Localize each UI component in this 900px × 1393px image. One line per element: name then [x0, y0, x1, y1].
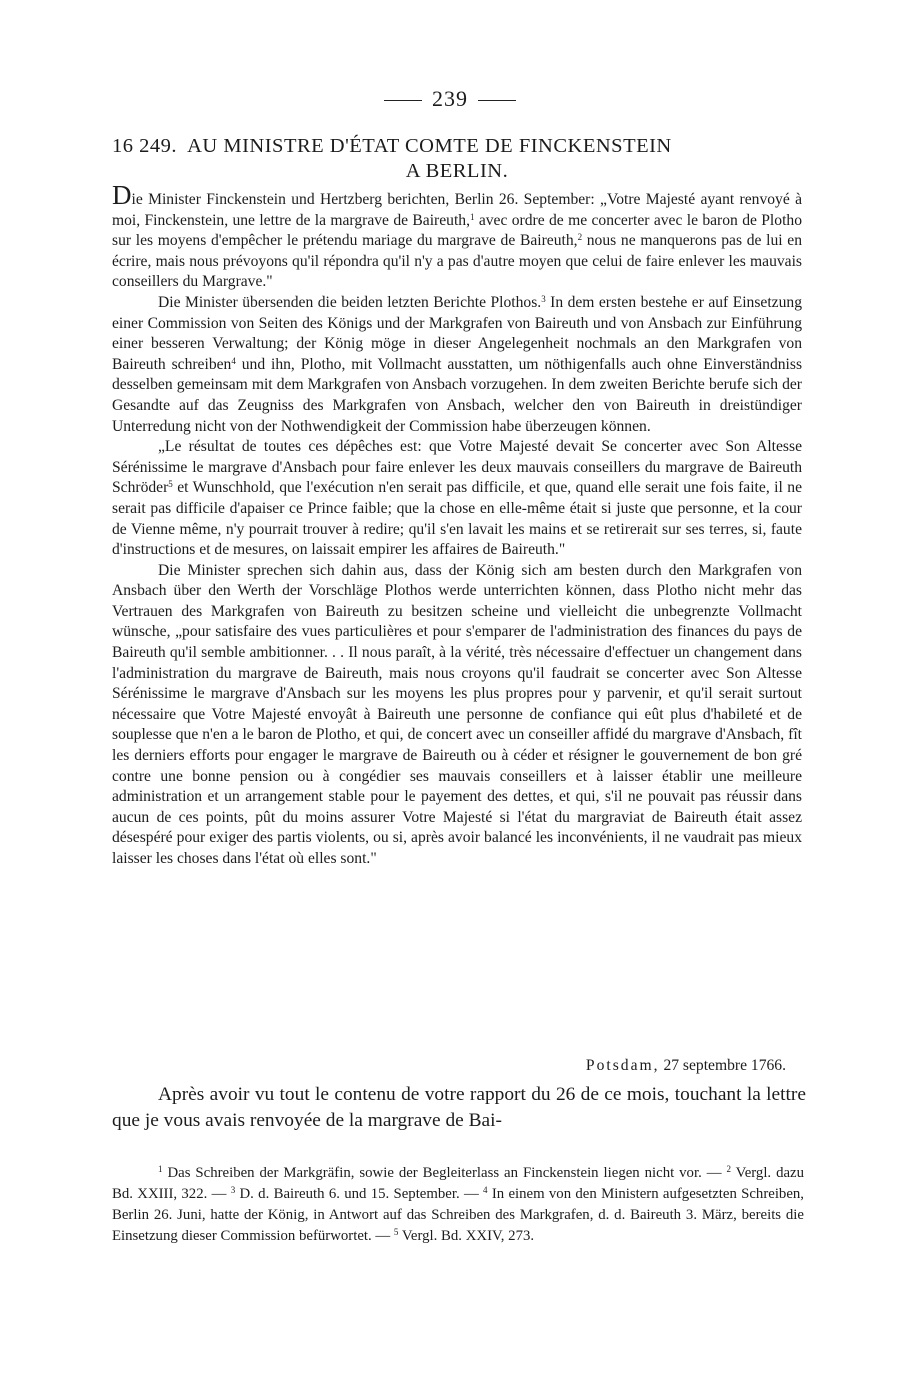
paragraph-1-text-a: ie Minister Finckenstein und Hertzberg berichten, Berlin 26. September: „Votre Majesté ayant renvoyé à moi, Finckenstein, une lettre de la margrave de Baireuth, — [112, 191, 802, 229]
footnote-mark-3: 3 — [230, 1185, 236, 1195]
dateline — [112, 1057, 802, 1075]
paragraph-3-text-b: et Wunschhold, que l'exécution n'en serait pas difficile, et que, quand elle serait une fois faite, il ne serait pas difficile d'apaiser ce Prince faible; que la chose en elle-même était si juste que personne, et la cour de Vienne même, n'y pourrait trouver à redire; qu'il s'en lavait les mains et se retirerait sur ses terres, si, faute d'instructions et de mesures, on laissait empirer les affaires de Baireuth." — [112, 479, 802, 559]
page-number-text: 239 — [432, 86, 468, 111]
footnotes — [112, 1163, 804, 1247]
footnote-mark-1: 1 — [158, 1164, 163, 1174]
footnote-mark-4: 4 — [483, 1185, 488, 1195]
paragraph-3 — [112, 437, 802, 561]
report-summary — [112, 180, 803, 870]
document-number: 16 249. — [112, 135, 177, 157]
paragraph-1-text-b: avec ordre de me concerter avec le baron de Plotho sur les moyens d'empêcher le prétendu mariage du margrave de Baireuth, — [112, 211, 802, 250]
dateline-place: Potsdam, — [585, 1057, 660, 1074]
dateline-date: 27 septembre 1766. — [663, 1057, 786, 1074]
paragraph-2 — [112, 293, 802, 437]
footnotes-text — [112, 1163, 804, 1247]
footnote-ref-3: 3 — [541, 293, 546, 304]
footnote-1: Das Schreiben der Markgräfin, sowie der Begleiterlass an Finckenstein liegen nicht vor. — — [162, 1165, 727, 1181]
paragraph-4: Die Minister sprechen sich dahin aus, dass der König sich am besten durch den Markgrafen von Ansbach über den Werth der Vorschläge Plothos werde unterrichten können, dass Plotho nicht mehr das Vertrauen des Markgrafen von Baireuth zu besitzen scheine und vielleicht die unbegrenzte Vollmacht wünsche, „pour satisfaire des vues particulières et pour s'emparer de l'administration des finances du pays de Baireuth qu'il semble ambitionner. . . Il nous paraît, à la vérité, très nécessaire d'effectuer un changement dans l'administration du margrave de Baireuth, mais nous croyons qu'il faudrait se concerter avec Son Altesse Sérénissime le margrave d'Ansbach sur les moyens les plus propres pour y parvenir, et qu'il serait surtout nécessaire que Votre Majesté envoyât à Baireuth une personne de confiance qui eût plus d'habileté et de souplesse que n'en a le baron de Plotho, et qui, de concert avec un conseiller affidé du margrave d'Ansbach, fît les derniers efforts pour engager le margrave de Baireuth ou à céder et résigner le gouvernement de bon gré contre une bonne pension ou à congédier ses mauvais conseillers et à laisser établir une meilleure administration et un arrangement stable pour le payement des dettes, et qui, s'il ne pouvait pas réussir dans aucun de ces points, pût du moins assurer Votre Majesté si l'état du margraviat de Baireuth était assez désespéré pour exiger des partis violents, ou si, après avoir balancé les inconvénients, il ne vaudrait pas mieux laisser les choses dans l'état où elles sont." — [112, 561, 802, 867]
footnote-ref-4: 4 — [231, 355, 236, 366]
paragraph-2-text-a: Die Minister übersenden die beiden letzten Berichte Plothos. — [158, 293, 542, 311]
document-heading — [112, 134, 802, 184]
paragraph-1-text-c: nous ne manquerons pas de lui en écrire, mais nous prévoyons qu'il répondra qu'il n'y a pas d'autre moyen que celui de faire enlever les mauvais conseillers du Margrave." — [112, 232, 802, 291]
footnote-ref-5: 5 — [168, 479, 173, 490]
footnote-mark-5: 5 — [393, 1227, 399, 1237]
heading-line-1 — [112, 134, 802, 159]
page-number — [0, 86, 900, 112]
footnote-5: Vergl. Bd. XXIV, 273. — [398, 1228, 535, 1244]
heading-title: AU MINISTRE D'ÉTAT COMTE DE FINCKENSTEIN — [187, 135, 672, 157]
footnote-mark-2: 2 — [726, 1164, 731, 1174]
footnote-2: Vergl. dazu Bd. XXIII, 322. — — [112, 1165, 805, 1202]
initial-letter: D — [112, 180, 132, 210]
paragraph-1 — [112, 180, 802, 293]
paragraph-2-text-c: und ihn, Plotho, mit Vollmacht ausstatten, um nöthigenfalls auch ohne Einverständniss desselben gemeinsam mit dem Markgrafen von Ansbach vorzugehen. In dem zweiten Berichte berufe sich der Gesandte auf das Zeugniss des Markgrafen von Ansbach, welcher den von Baireuth in dreistündiger Unterredung nicht von der Nothwendigkeit der Commission habe überzeugen können. — [112, 355, 803, 435]
letter-text: Après avoir vu tout le contenu de votre rapport du 26 de ce mois, touchant la lettre que je vous avais renvoyée de la margrave de Bai- — [112, 1084, 806, 1131]
paragraph-2-text-b: In dem ersten bestehe er auf Einsetzung einer Commission von Seiten des Königs und der Markgrafen von Baireuth und von Ansbach zur Einführung einer besseren Verwaltung; der König möge in dieser Angelegenheit nochmals an den Markgrafen von Baireuth schreiben — [112, 293, 802, 373]
paragraph-3-text-a: „Le résultat de toutes ces dépêches est: que Votre Majesté devait Se concerter avec Son Altesse Sérénissime le margrave d'Ansbach pour faire enlever les deux mauvais conseillers du margrave de Baireuth Schröder — [112, 438, 802, 497]
heading-line-2: A BERLIN. — [405, 160, 509, 182]
page-number-rule-left — [384, 100, 422, 101]
footnote-4: In einem von den Ministern aufgesetzten Schreiben, Berlin 26. Juni, hatte der König, in Antwort auf das Schreiben des Markgrafen, d. d. Baireuth 3. März, bereits die Einsetzung dieser Commission befürwortet. — — [112, 1186, 805, 1244]
footnote-ref-1: 1 — [469, 211, 475, 222]
footnote-3: D. d. Baireuth 6. und 15. September. — — [235, 1186, 484, 1202]
footnote-ref-2: 2 — [577, 232, 583, 243]
letter-body — [112, 1082, 806, 1134]
page-number-rule-right — [478, 100, 516, 101]
